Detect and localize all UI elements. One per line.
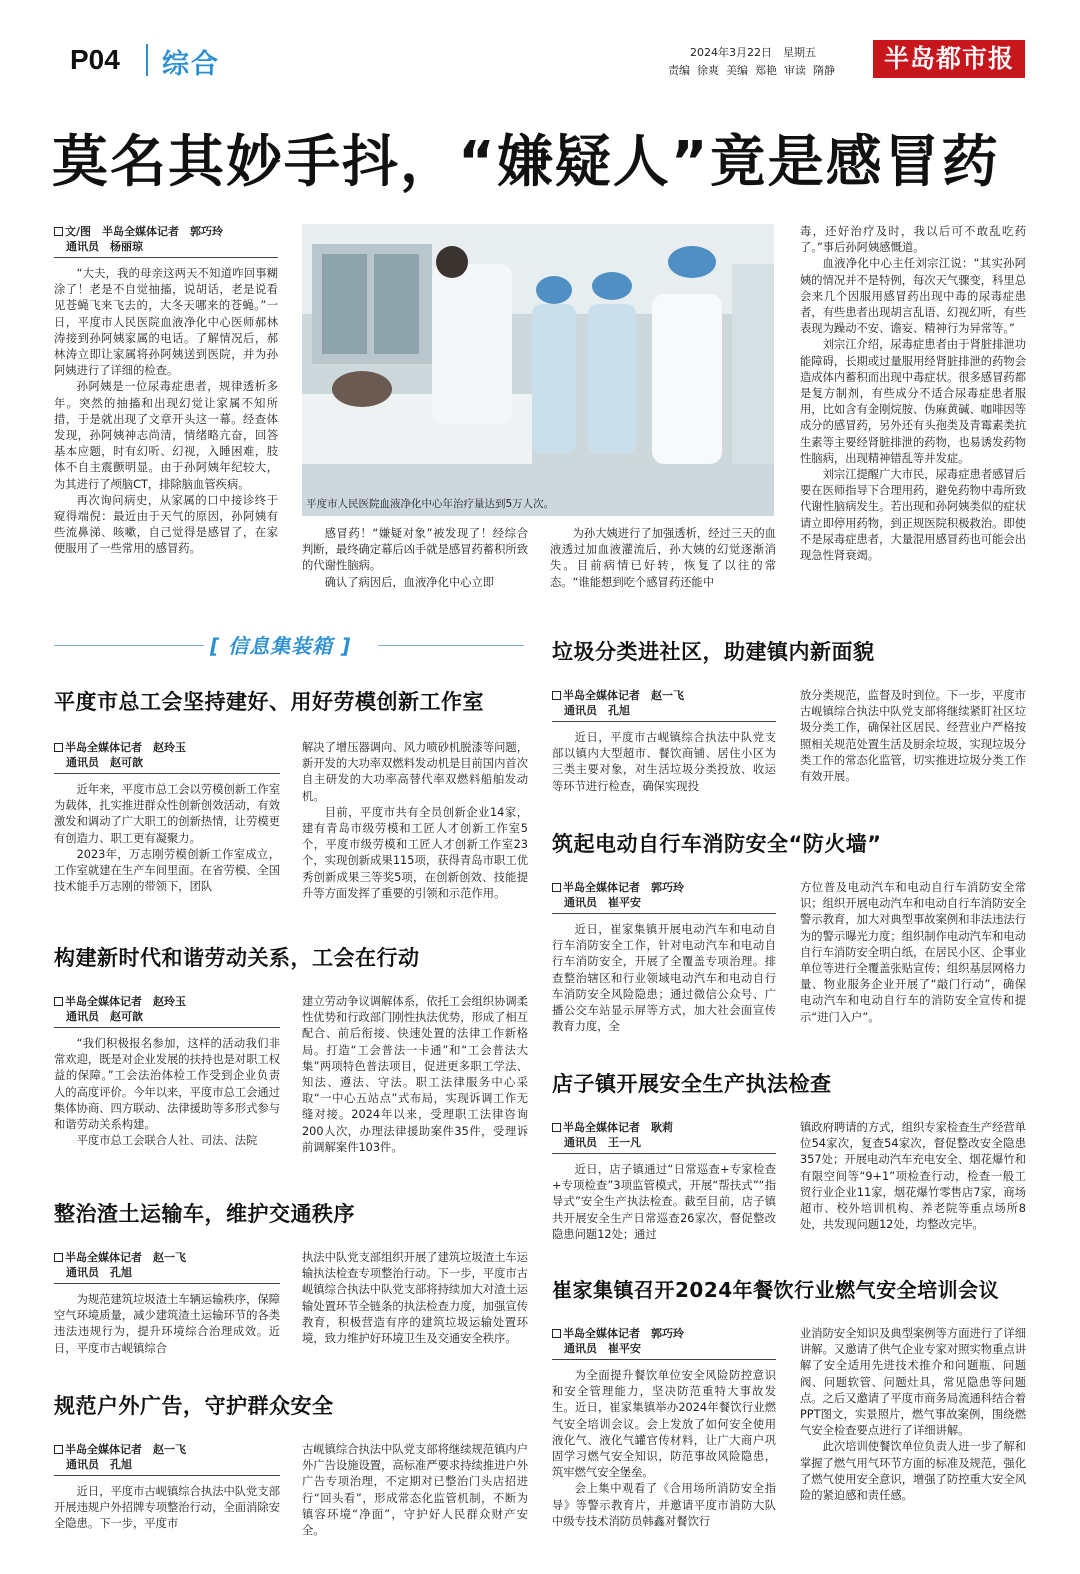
- lead-column-4: [800, 224, 1026, 564]
- designer-name: 郑艳: [755, 64, 777, 77]
- square-icon: [54, 743, 63, 752]
- square-icon: [552, 691, 561, 700]
- paragraph: 血液净化中心主任刘宗江说：“其实孙阿姨的情况并不是特例，每次天气骤变，科里总会来几个因服用感冒药出现中毒的尿毒症患者，有些患者出现胡言乱语、幻视幻听，有些表现为躁动不安、谵妄、精神行为异常等。”: [800, 257, 1026, 336]
- paragraph: 建立劳动争议调解体系，依托工会组织协调柔性优势和行政部门刚性执法优势，形成了相互配合、前后衔接、快速处置的法律工作新格局。打造“工会普法一卡通”和“工会普法大集”两项特色普法项目，促进更多职工学法、知法、遵法、守法。职工法律服务中心采取“一中心五站点”式布局，实现诉调工作无缝对接。2024年以来，受理职工法律咨询200人次，办理法律援助案件35件，受理诉前调解案件103件。: [302, 995, 528, 1154]
- paragraph: “大夫，我的母亲这两天不知道咋回事糊涂了！老是不自觉抽搐，说胡话，老是说看见苍蝇飞来飞去的，大冬天哪来的苍蝇。”一日，平度市人民医院血液净化中心医师郝林涛接到孙阿姨家属的电话。了解情况后，郝林涛立即让家属将孙阿姨送到医院，并为孙阿姨进行了详细的检查。: [54, 267, 278, 378]
- byline-author: 半岛全媒体记者 赵玲玉: [65, 995, 186, 1008]
- byline-correspondent: 通讯员 崔平安: [564, 896, 641, 909]
- paragraph: 再次询问病史，从家属的口中接诊终于窥得端倪：最近由于天气的原因，孙阿姨有些流鼻涕、咳嗽，自己觉得是感冒了，在家便服用了一些常用的感冒药。: [54, 493, 278, 556]
- paragraph: 此次培训使餐饮单位负责人进一步了解和掌握了燃气用气环节方面的标准及规范，强化了燃气使用安全意识，增强了防控重大安全风险的紧迫感和责任感。: [800, 1440, 1026, 1503]
- paragraph: 解决了增压器调向、风力喷砂机脱漆等问题，新开发的大功率双燃料发动机是目前国内首次自主研发的大功率高替代率双燃料船舶发动机。: [302, 741, 528, 803]
- masthead-divider: [146, 44, 148, 76]
- article-column: [552, 1120, 776, 1243]
- article-column: [54, 1250, 280, 1357]
- article-column: [54, 740, 280, 895]
- article-column: [552, 688, 776, 795]
- article-column: [302, 994, 528, 1156]
- proofreader-name: 隋静: [813, 64, 835, 77]
- photo-caption: 平度市人民医院血液净化中心年治疗量达到5万人次。: [306, 498, 555, 510]
- byline-author: 半岛全媒体记者 赵一飞: [65, 1251, 186, 1264]
- article-column: [800, 1120, 1026, 1233]
- square-icon: [552, 1329, 561, 1338]
- square-icon: [552, 883, 561, 892]
- paragraph: 近年来，平度市总工会以劳模创新工作室为载体，扎实推进群众性创新创效活动，有效激发和调动了广大职工的创新热情，让劳模更有创造力、职工更有凝聚力。: [54, 783, 280, 845]
- square-icon: [54, 1253, 63, 1262]
- byline-rule: [552, 913, 776, 914]
- byline-correspondent: 通讯员 王一凡: [564, 1136, 641, 1149]
- paragraph: 近日，崔家集镇开展电动汽车和电动自行车消防安全工作，针对电动汽车和电动自行车消防安全，开展了全覆盖专项治理。排查整治辖区和行业领域电动汽车和电动自行车消防安全风险隐患；通过微信公众号、广播公交车站显示屏等方式，加大社会面宣传教育力度，全: [552, 923, 776, 1034]
- article-column: [800, 880, 1026, 1026]
- paragraph: 近日，平度市古岘镇综合执法中队党支部以镇内大型超市、餐饮商铺、居住小区为三类主要对象，对生活垃圾分类投放、收运等环节进行检查，确保实现投: [552, 731, 776, 793]
- paragraph: 业消防安全知识及典型案例等方面进行了详细讲解。又邀请了供气企业专家对照实物重点讲解了安全适用先进技术推介和问题瓶、问题阀、问题软管、问题灶具，常见隐患等问题点。之后又邀请了平度市商务局流通科结合着PPT图文，实景照片，燃气事故案例，围绕燃气安全检查要点进行了详细讲解。: [800, 1327, 1026, 1438]
- article-column: [552, 880, 776, 1035]
- paragraph: 感冒药！“嫌疑对象”被发现了！经综合判断，最终确定幕后凶手就是感冒药蓄积所致的代谢性脑病。: [302, 527, 528, 573]
- byline-rule: [552, 1153, 776, 1154]
- article-title: 规范户外广告，守护群众安全: [54, 1394, 334, 1418]
- byline-rule: [54, 1027, 280, 1028]
- byline-correspondent: 通讯员 崔平安: [564, 1342, 641, 1355]
- paragraph: 孙阿姨是一位尿毒症患者，规律透析多年。突然的抽搐和出现幻觉让家属不知所措，于是就出现了文章开头这一幕。经查体发现，孙阿姨神志尚清，情绪略亢奋，回答基本应题，时有幻听、幻视，入睡困难，肢体不自主震颤明显。由于孙阿姨年纪较大，为其进行了颅脑CT，排除脑血管疾病。: [54, 380, 278, 491]
- section-title: 综合: [162, 49, 220, 80]
- lead-body-1: [54, 266, 278, 558]
- square-icon: [552, 1123, 561, 1132]
- byline-author: 半岛全媒体记者 赵一飞: [563, 689, 684, 702]
- article-title: 店子镇开展安全生产执法检查: [552, 1072, 832, 1096]
- article-column: [800, 1326, 1026, 1504]
- paragraph: 会上集中观看了《合用场所消防安全指导》等警示教育片，并邀请平度市消防大队中级专技术消防员韩鑫对餐饮行: [552, 1482, 776, 1528]
- paragraph: 近日，店子镇通过“日常巡查+专家检查+专项检查”3项监管模式，开展“帮扶式”“指导式”安全生产执法检查。截至目前，店子镇共开展安全生产日常巡查26家次，督促整改隐患问题12处；通过: [552, 1163, 776, 1241]
- byline-rule: [54, 1475, 280, 1476]
- byline-rule: [54, 1283, 280, 1284]
- article-title: 构建新时代和谐劳动关系，工会在行动: [54, 946, 420, 970]
- paragraph: 平度市总工会联合人社、司法、法院: [76, 1134, 258, 1148]
- article-byline: [552, 1120, 776, 1150]
- byline-correspondent: 通讯员 赵可歆: [66, 756, 143, 769]
- article-column: [552, 1326, 776, 1530]
- editor-name: 徐爽: [697, 64, 719, 77]
- article-column: [302, 740, 528, 902]
- article-byline: [552, 688, 776, 718]
- byline-correspondent: 通讯员 赵可歆: [66, 1010, 143, 1023]
- article-byline: [552, 1326, 776, 1356]
- article-title: 筑起电动自行车消防安全“防火墙”: [552, 832, 882, 856]
- paragraph: 放分类规范，监督及时到位。下一步，平度市古岘镇综合执法中队党支部将继续紧盯社区垃圾分类工作，确保社区居民、经营业户严格按照相关规范处置生活及厨余垃圾，实现垃圾分类工作的常态化监管，切实推进垃圾分类工作有效开展。: [800, 689, 1026, 784]
- byline-author: 半岛全媒体记者 赵一飞: [65, 1443, 186, 1456]
- page-number: P04: [70, 44, 120, 75]
- article-title: 崔家集镇召开2024年餐饮行业燃气安全培训会议: [552, 1278, 1000, 1302]
- article-byline: [54, 740, 280, 770]
- paragraph: 为孙大姨进行了加强透析，经过三天的血液透过加血液灌流后，孙大姨的幻觉逐渐消失。目前病情已好转，恢复了以往的常态。“谁能想到吃个感冒药还能中: [550, 527, 776, 589]
- paragraph: “我们积极报名参加，这样的活动我们非常欢迎，既是对企业发展的扶持也是对职工权益的保障。”工会法治体检工作受到企业负责人的高度评价。今年以来，平度市总工会通过集体协商、四方联动、法律援助等多形式参与和谐劳动关系构建。: [54, 1037, 280, 1132]
- article-title: 整治渣土运输车，维护交通秩序: [54, 1202, 355, 1226]
- byline-correspondent: 通讯员 孔旭: [564, 704, 630, 717]
- editor-credits: [668, 62, 842, 78]
- paragraph: 方位普及电动汽车和电动自行车消防安全常识；组织开展电动汽车和电动自行车消防安全警示教育，加大对典型事故案例和非法违法行为的警示曝光力度；组织制作电动汽车和电动自行车消防安全明白纸，在居民小区、企事业单位等进行全覆盖张贴宣传；组织基层网格力量、物业服务企业开展了“敲门行动”，确保电动汽车和电动自行车的消防安全宣传和提示“进门入户”。: [800, 881, 1026, 1024]
- paragraph: 为规范建筑垃圾渣土车辆运输秩序，保障空气环境质量，减少建筑渣土运输环节的各类违法违规行为，提升环境综合治理成效。近日，平度市古岘镇综合: [54, 1293, 280, 1355]
- paragraph: 为全面提升餐饮单位安全风险防控意识和安全管理能力，坚决防范重特大事故发生。近日，崔家集镇举办2024年餐饮行业燃气安全培训会议。会上发放了如何安全使用液化气、液化气罐官传材料，让广大商户巩固学习燃气安全知识，防范事故风险隐患，筑牢燃气安全堡垒。: [552, 1369, 776, 1480]
- byline-author: 半岛全媒体记者 赵玲玉: [65, 741, 186, 754]
- info-box-title: [ 信息集装箱 ]: [210, 634, 352, 658]
- issue-date: 2024年3月22日 星期五: [690, 46, 816, 59]
- lead-column-3: [550, 526, 776, 591]
- byline-correspondent: 通讯员 杨丽琼: [66, 240, 143, 253]
- article-column: [302, 1442, 528, 1539]
- lead-byline: [54, 224, 278, 254]
- byline-author: 半岛全媒体记者 耿莉: [563, 1121, 673, 1134]
- byline-correspondent: 通讯员 孔旭: [66, 1266, 132, 1279]
- editor-label: 责编: [668, 64, 690, 77]
- square-icon: [54, 997, 63, 1006]
- info-box-label: 信息集装箱: [228, 634, 334, 658]
- article-column: [54, 1442, 280, 1533]
- designer-label: 美编: [726, 64, 748, 77]
- square-icon: [54, 227, 63, 236]
- article-byline: [54, 1442, 280, 1472]
- byline-rule: [54, 257, 278, 258]
- article-title: 平度市总工会坚持建好、用好劳模创新工作室: [54, 690, 484, 714]
- byline-correspondent: 通讯员 孔旭: [66, 1458, 132, 1471]
- byline-author: 半岛全媒体记者 郭巧玲: [563, 881, 684, 894]
- paragraph: 古岘镇综合执法中队党支部将继续规范镇内户外广告设施设置，高标准严要求持续推进户外广告专项治理，不定期对已整治门头店招进行“回头看”，形成常态化监管机制，不断为镇容环境“净面”，守护好人民群众财产安全。: [302, 1443, 528, 1538]
- paragraph: 刘宗江提醒广大市民，尿毒症患者感冒后要在医师指导下合理用药，避免药物中毒所致代谢性脑病发生。若出现和孙阿姨类似的症状请立即停用药物，到正规医院积极救治。即使不是尿毒症患者，大量混用感冒药也可能会出现急性肾衰竭。: [800, 468, 1026, 563]
- lead-column-1: [54, 224, 278, 558]
- byline-author: 半岛全媒体记者 郭巧玲: [563, 1327, 684, 1340]
- square-icon: [54, 1445, 63, 1454]
- paragraph: 2023年，万志刚劳模创新工作室成立，工作室就建在生产车间里面。在省劳模、全国技术能手万志刚的带领下，团队: [54, 847, 280, 894]
- paragraph: 执法中队党支部组织开展了建筑垃圾渣土车运输执法检查专项整治行动。下一步，平度市古岘镇综合执法中队党支部将持续加大对渣土运输处置环节全链条的执法检查力度，加强宣传教育，积极营造有序的建筑垃圾运输处置环境，致力维护好环境卫生及交通安全秩序。: [302, 1251, 528, 1346]
- byline-author: 文/图 半岛全媒体记者 郭巧玲: [65, 225, 224, 238]
- article-byline: [552, 880, 776, 910]
- byline-rule: [552, 721, 776, 722]
- lead-column-2: [302, 526, 528, 591]
- paragraph: 镇政府聘请的方式，组织专家检查生产经营单位54家次，复查54家次，督促整改安全隐患357处；开展电动汽车充电安全、烟花爆竹和有限空间等“9+1”项检查行动，检查一般工贸行业企业11家，烟花爆竹零售店7家，商场超市、校外培训机构、养老院等重点场所8处，共发现问题12处，均整改完毕。: [800, 1121, 1026, 1232]
- byline-rule: [552, 1359, 776, 1360]
- proofreader-label: 审读: [784, 64, 806, 77]
- article-column: [54, 994, 280, 1149]
- newspaper-logo: 半岛都市报: [873, 40, 1025, 78]
- paragraph: 目前，平度市共有全员创新企业14家，建有青岛市级劳模和工匠人才创新工作室5个，平度市级劳模和工匠人才创新工作室23个，实现创新成果115项，获得青岛市职工优秀创新成果三等奖5项，在创新创效、技能提升等方面发挥了重要的引领和示范作用。: [302, 805, 528, 900]
- paragraph: 刘宗江介绍，尿毒症患者由于肾脏排泄功能障碍，长期或过量服用经肾脏排泄的药物会造成体内蓄积而出现中毒症状。很多感冒药都是复方制剂，有些成分不适合尿毒症患者服用，比如含有金刚烷胺、伪麻黄碱、咖啡因等成分的感冒药，另外还有头孢类及青霉素类抗生素等主要经肾脏排泄的药物，也易诱发药物性脑病，出现精神错乱等并发症。: [800, 338, 1026, 465]
- divider: [54, 645, 204, 646]
- article-title: 垃圾分类进社区，助建镇内新面貌: [552, 640, 875, 664]
- article-byline: [54, 1250, 280, 1280]
- article-byline: [54, 994, 280, 1024]
- paragraph: 毒，还好治疗及时，我以后可不敢乱吃药了。”事后孙阿姨感慨道。: [800, 225, 1026, 255]
- article-column: [800, 688, 1026, 785]
- lead-photo: [302, 224, 774, 516]
- paragraph: 确认了病因后，血液净化中心立即: [324, 575, 495, 589]
- lead-headline: 莫名其妙手抖，“嫌疑人”竟是感冒药: [52, 130, 1000, 195]
- byline-rule: [54, 773, 280, 774]
- paragraph: 近日，平度市古岘镇综合执法中队党支部开展违规户外招牌专项整治行动，全面消除安全隐患。下一步，平度市: [54, 1485, 280, 1531]
- article-column: [302, 1250, 528, 1347]
- divider: [378, 645, 524, 646]
